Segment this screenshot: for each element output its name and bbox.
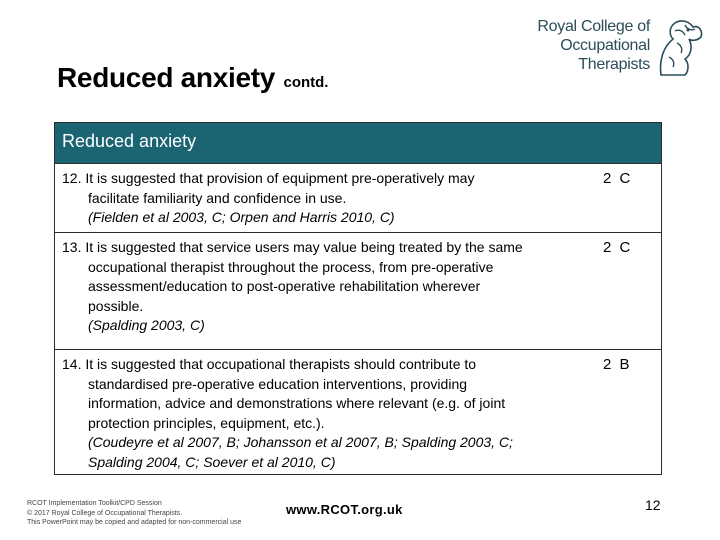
slide-title — [57, 62, 328, 94]
recommendation-line: protection principles, equipment, etc.). — [88, 414, 325, 431]
recommendation-line: 13. It is suggested that service users may value being treated by the same — [62, 239, 523, 255]
recommendation-citation: (Spalding 2003, C) — [88, 317, 205, 333]
slide-title-suffix: contd. — [283, 74, 329, 91]
recommendation-line: standardised pre-operative education interventions, providing — [88, 375, 468, 392]
recommendations-table — [54, 122, 662, 475]
recommendation-line: assessment/education to post-operative rehabilitation wherever — [88, 278, 481, 294]
recommendation-citation: Spalding 2004, C; Soever et al 2010, C) — [88, 453, 336, 470]
evidence-grade: 2 C — [603, 170, 633, 187]
griffin-emblem-icon — [655, 17, 705, 79]
footer-url-link[interactable]: www.RCOT.org.uk — [286, 502, 403, 517]
logo-line-3: Therapists — [578, 56, 650, 73]
table-row — [55, 163, 661, 232]
recommendation-text — [62, 238, 592, 336]
recommendation-line: information, advice and demonstrations where relevant (e.g. of joint — [88, 395, 506, 411]
recommendation-citation: (Fielden et al 2003, C; Orpen and Harris 2010, C) — [88, 209, 395, 225]
logo-line-1: Royal College of — [537, 18, 650, 35]
evidence-grade: 2 B — [603, 356, 632, 373]
page-number: 12 — [645, 497, 661, 513]
rcot-logo — [535, 17, 705, 79]
recommendation-line: possible. — [88, 297, 144, 314]
table-header: Reduced anxiety — [55, 123, 661, 163]
table-row — [55, 232, 661, 349]
footer-line-3: This PowerPoint may be copied and adapted for non-commercial use — [27, 519, 242, 526]
logo-line-2: Occupational — [560, 37, 650, 54]
footer-line-1: RCOT Implementation Toolkit/CPD Session — [27, 500, 162, 507]
recommendation-line: 14. It is suggested that occupational therapists should contribute to — [62, 356, 477, 372]
recommendation-text — [62, 169, 592, 228]
recommendation-line: facilitate familiarity and confidence in use. — [88, 189, 347, 206]
recommendation-citation: (Coudeyre et al 2007, B; Johansson et al 2007, B; Spalding 2003, C; — [88, 434, 513, 450]
recommendation-text — [62, 355, 592, 472]
footer-line-2: © 2017 Royal College of Occupational Therapists. — [27, 509, 183, 517]
slide-title-main: Reduced anxiety — [57, 62, 276, 93]
recommendation-line: 12. It is suggested that provision of equipment pre-operatively may — [62, 170, 475, 186]
footer-copyright — [27, 499, 241, 528]
recommendation-line: occupational therapist throughout the process, from pre-operative — [88, 258, 494, 275]
evidence-grade: 2 C — [603, 239, 633, 256]
logo-text — [535, 17, 650, 74]
table-row — [55, 349, 661, 473]
